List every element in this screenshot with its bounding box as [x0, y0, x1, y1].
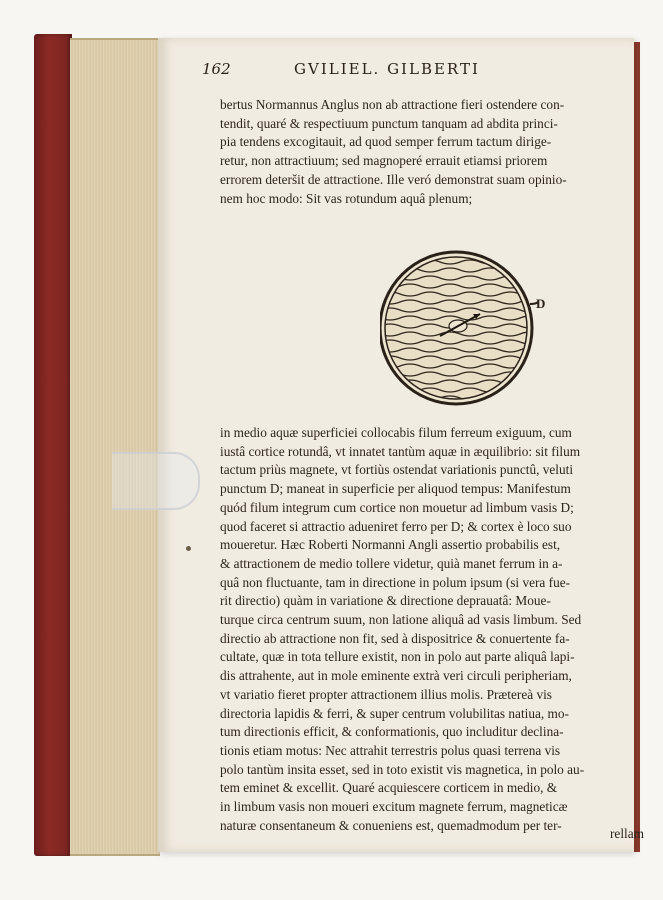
text-line: directio ab attractione non fit, sed à dispositrice & conuertente fa- [220, 630, 570, 646]
text-line: quâ non fluctuante, tam in directione in polum ipsum (si vera fue- [220, 574, 571, 590]
text-line: tem eminet & excellit. Quaré acquiescere corticem in medio, & [220, 780, 558, 796]
text-line: pia tendens excogitauit, ad quod semper ferrum tactum dirige- [220, 134, 552, 150]
page-number: 162 [202, 60, 231, 78]
text-line: cultate, quæ in tota tellure existit, non in polo aut parte aliquâ lapi- [220, 649, 575, 665]
text-line: tum directionis efficit, & conformationis, quo includitur declina- [220, 724, 564, 740]
text-line: tactum priùs magnete, vt fortiùs ostendat variationis punctû, veluti [220, 462, 574, 478]
page-edges [70, 38, 160, 856]
text-line: rit directio) quàm in variatione & directione deprauatâ: Moue- [220, 593, 551, 609]
text-line: tendit, quaré & respectiuum punctum tanquam ad abdita princi- [220, 115, 558, 131]
text-line: nem hoc modo: Sit vas rotundum aquâ plenum; [220, 190, 473, 206]
text-line: bertus Normannus Anglus non ab attractione fieri ostendere con- [220, 97, 565, 112]
text-line: errorem deteršit de attractione. Ille veró demonstrat suam opinio- [220, 171, 567, 187]
text-line: retur, non attractiuum; sed magnoperé errauit etiamsi priorem [220, 153, 548, 169]
text-line: turque circa centrum suum, non latione aliquâ ad vasis limbum. Sed [220, 612, 582, 628]
book-cover [34, 34, 72, 856]
text-line: moueretur. Hæc Roberti Normanni Angli assertio probabilis est, [220, 537, 561, 553]
text-line: quód filum integrum cum cortice non mouetur ad limbum vasis D; [220, 499, 574, 515]
figure-label-d: D [536, 296, 546, 311]
body-text-top [220, 96, 622, 208]
catchword: rellam [610, 826, 644, 841]
page-mark [186, 546, 191, 551]
text-line: tionis etiam motus: Nec attrahit terrestris polus quasi terrena vis [220, 742, 561, 758]
text-line: vt variatio fieret propter attractionem illius molis. Prætereà vis [220, 686, 552, 702]
text-line: quod faceret si attractio adueniret ferro per D; & cortex è loco suo [220, 518, 572, 534]
running-head: GVILIEL. GILBERTI [294, 60, 480, 78]
woodcut-figure [380, 248, 550, 408]
text-line: polo tantùm insita esset, sed in toto existit vis magnetica, in polo au- [220, 761, 585, 777]
text-line: in limbum vasis non moueri excitum magnete ferrum, magneticæ [220, 799, 568, 815]
text-line: dis attrahente, aut in mole eminente extrà veri circuli peripheriam, [220, 668, 572, 684]
page-clip [112, 452, 200, 510]
body-text-bottom [220, 424, 622, 835]
text-line: & attractionem de medio tollere videtur, quià manet ferrum in a- [220, 555, 563, 571]
book [34, 34, 644, 856]
text-line: in medio aquæ superficiei collocabis filum ferreum exiguum, cum [220, 425, 572, 440]
text-line: punctum D; maneat in superficie per aliquod tempus: Manifestum [220, 481, 571, 497]
text-line: iustâ cortice rotundâ, vt innatet tantùm aquæ in æquilibrio: sit filum [220, 443, 581, 459]
text-line: naturæ consentaneum & conueniens est, quemadmodum per ter- [220, 817, 562, 833]
vessel-of-water-illustration [380, 248, 550, 408]
text-line: directoria lapidis & ferri, & super centrum volubilitas natiua, mo- [220, 705, 569, 721]
book-page [158, 38, 644, 852]
